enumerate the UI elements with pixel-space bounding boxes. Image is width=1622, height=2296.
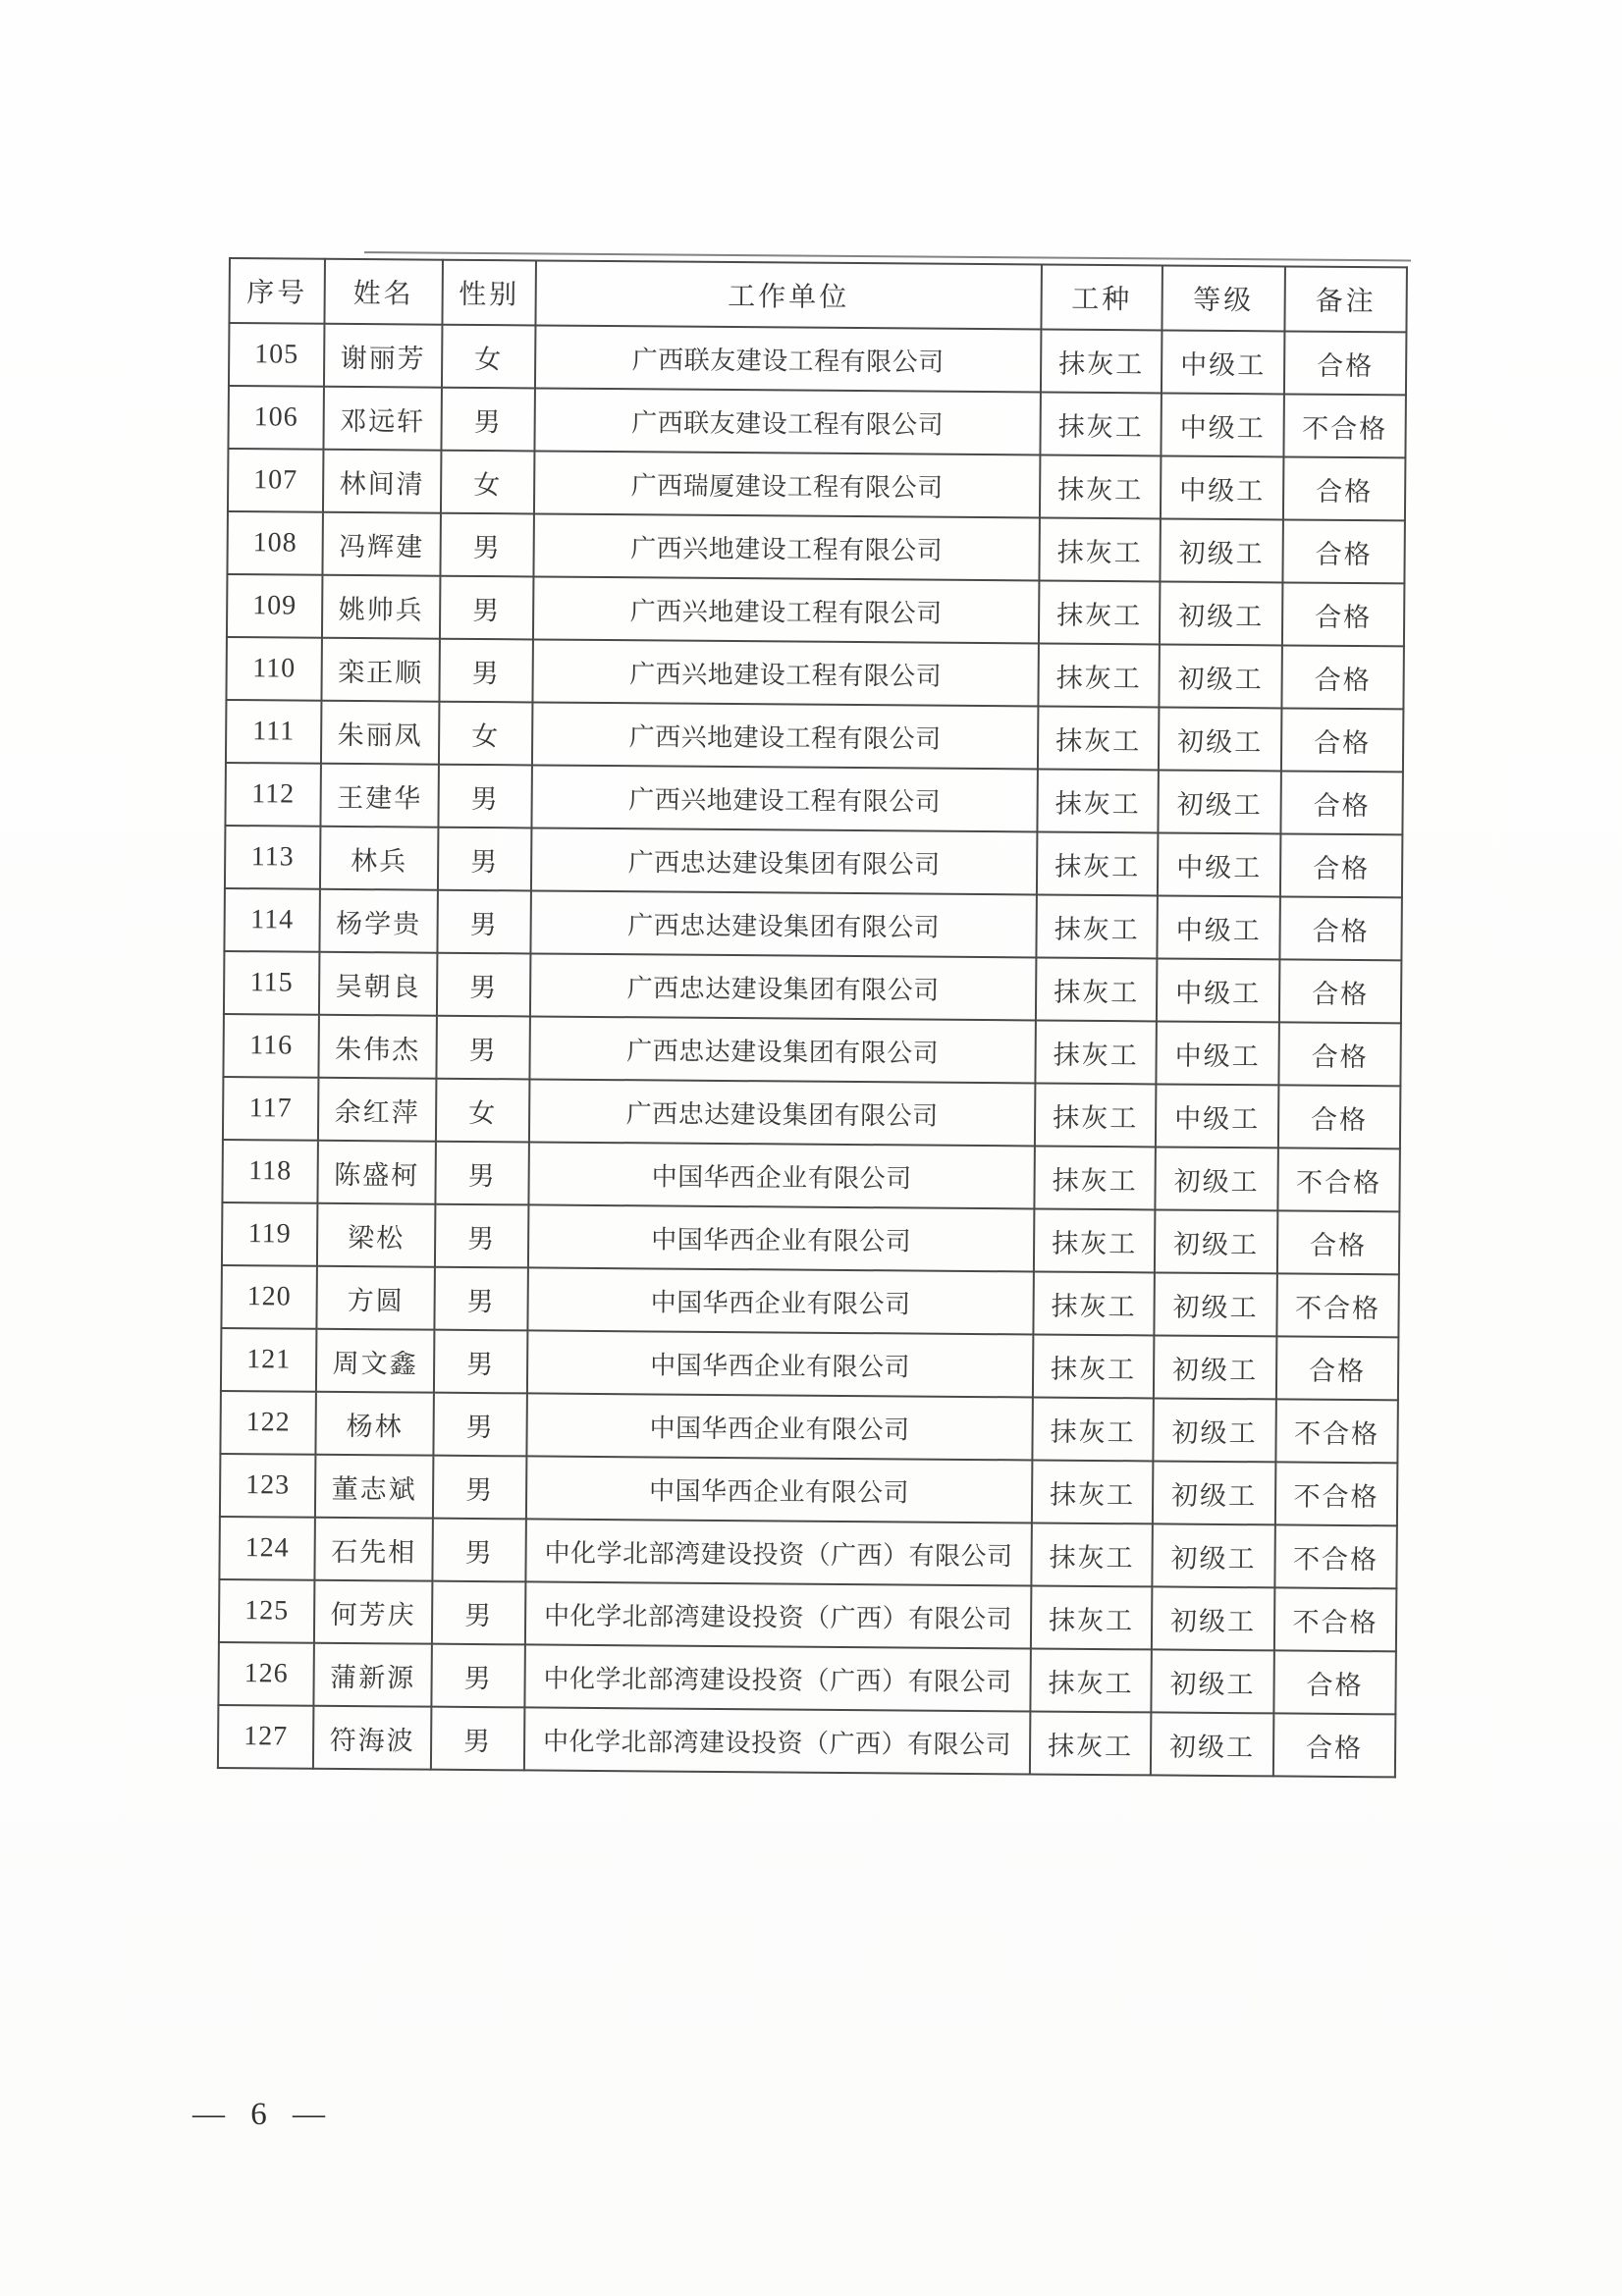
cell-gender: 男 [437, 953, 530, 1017]
table-row [228, 449, 1405, 520]
cell-grade: 中级工 [1156, 1021, 1278, 1085]
cell-trade: 抹灰工 [1039, 517, 1160, 581]
cell-employer: 中国华西企业有限公司 [528, 1142, 1034, 1208]
cell-trade: 抹灰工 [1033, 1334, 1154, 1398]
cell-gender: 男 [441, 388, 534, 452]
cell-result: 合格 [1279, 959, 1401, 1023]
cell-result: 合格 [1282, 519, 1404, 583]
cell-index: 117 [223, 1077, 318, 1141]
cell-name: 王建华 [320, 764, 438, 828]
cell-employer: 广西联友建设工程有限公司 [534, 388, 1040, 454]
table-row [219, 1579, 1396, 1651]
cell-gender: 男 [438, 765, 531, 828]
cell-trade: 抹灰工 [1040, 454, 1161, 518]
cell-result: 合格 [1284, 331, 1406, 395]
cell-trade: 抹灰工 [1035, 1083, 1156, 1147]
cell-grade: 初级工 [1155, 1209, 1277, 1273]
cell-trade: 抹灰工 [1032, 1460, 1153, 1523]
cell-employer: 中国华西企业有限公司 [526, 1393, 1032, 1460]
cell-employer: 广西忠达建设集团有限公司 [529, 1079, 1035, 1146]
cell-name: 周文鑫 [316, 1329, 434, 1393]
cell-index: 107 [228, 449, 323, 512]
cell-grade: 初级工 [1160, 518, 1282, 582]
cell-trade: 抹灰工 [1040, 392, 1161, 455]
cell-index: 127 [218, 1705, 313, 1769]
cell-grade: 初级工 [1153, 1461, 1275, 1524]
cell-grade: 初级工 [1151, 1712, 1273, 1776]
cell-employer: 广西忠达建设集团有限公司 [529, 1016, 1035, 1083]
cell-trade: 抹灰工 [1037, 831, 1158, 895]
cell-index: 115 [224, 951, 319, 1015]
table-row [227, 574, 1404, 646]
cell-gender: 男 [436, 1016, 529, 1080]
table-row [220, 1391, 1397, 1463]
cell-trade: 抹灰工 [1041, 330, 1162, 394]
cell-gender: 女 [436, 1079, 529, 1143]
cell-name: 石先相 [314, 1518, 432, 1581]
table-row [227, 511, 1404, 583]
cell-trade: 抹灰工 [1036, 957, 1157, 1021]
cell-gender: 男 [431, 1707, 524, 1771]
cell-grade: 中级工 [1161, 393, 1283, 456]
cell-name: 余红萍 [318, 1078, 436, 1142]
table-body [218, 323, 1407, 1777]
cell-employer: 广西兴地建设工程有限公司 [533, 513, 1039, 580]
cell-employer: 广西瑞厦建设工程有限公司 [534, 451, 1040, 517]
cell-employer: 广西忠达建设集团有限公司 [530, 953, 1036, 1020]
cell-trade: 抹灰工 [1034, 1146, 1155, 1209]
cell-gender: 男 [432, 1581, 525, 1645]
table-row [221, 1328, 1398, 1400]
results-table-container [217, 257, 1406, 1778]
cell-index: 109 [227, 574, 322, 638]
table-row [219, 1517, 1396, 1588]
cell-name: 方圆 [316, 1266, 434, 1330]
cell-employer: 中国华西企业有限公司 [528, 1204, 1034, 1271]
cell-name: 朱伟杰 [318, 1015, 436, 1079]
column-header-gender: 性别 [442, 260, 536, 326]
cell-grade: 中级工 [1157, 895, 1279, 959]
cell-result: 合格 [1279, 896, 1401, 960]
cell-index: 111 [226, 700, 321, 764]
cell-employer: 中化学北部湾建设投资（广西）有限公司 [524, 1707, 1030, 1774]
cell-grade: 初级工 [1152, 1586, 1274, 1650]
results-table [217, 257, 1408, 1778]
cell-name: 邓远轩 [323, 387, 441, 451]
cell-gender: 男 [431, 1644, 524, 1708]
cell-result: 合格 [1278, 1022, 1400, 1086]
cell-index: 106 [228, 386, 323, 450]
cell-index: 125 [219, 1579, 314, 1643]
table-row [218, 1642, 1395, 1714]
table-row [224, 888, 1401, 960]
column-header-employer: 工作单位 [535, 260, 1042, 329]
cell-trade: 抹灰工 [1037, 769, 1158, 832]
cell-employer: 中国华西企业有限公司 [527, 1330, 1033, 1397]
cell-name: 姚帅兵 [322, 575, 440, 639]
column-header-name: 姓名 [324, 259, 443, 325]
cell-result: 合格 [1277, 1210, 1399, 1274]
table-row [226, 700, 1403, 772]
cell-gender: 男 [433, 1456, 526, 1520]
page-number-label: — 6 — [192, 2097, 329, 2132]
cell-result: 合格 [1280, 833, 1402, 897]
cell-trade: 抹灰工 [1038, 643, 1159, 707]
cell-grade: 中级工 [1158, 832, 1280, 896]
cell-name: 吴朝良 [319, 952, 437, 1016]
cell-index: 114 [224, 888, 319, 952]
cell-grade: 初级工 [1153, 1398, 1275, 1462]
cell-index: 118 [222, 1140, 317, 1203]
table-row [228, 386, 1405, 457]
cell-employer: 广西兴地建设工程有限公司 [532, 639, 1038, 706]
cell-employer: 广西兴地建设工程有限公司 [533, 576, 1039, 643]
table-row [220, 1454, 1397, 1525]
cell-gender: 男 [437, 890, 530, 954]
cell-name: 栾正顺 [321, 638, 439, 702]
cell-trade: 抹灰工 [1034, 1208, 1155, 1272]
cell-result: 合格 [1281, 645, 1403, 709]
cell-gender: 女 [439, 702, 532, 766]
cell-result: 合格 [1273, 1713, 1395, 1777]
cell-index: 123 [220, 1454, 315, 1518]
cell-index: 110 [226, 637, 321, 701]
cell-name: 林兵 [320, 827, 438, 890]
cell-grade: 初级工 [1159, 644, 1281, 708]
cell-index: 124 [219, 1517, 314, 1580]
cell-result: 合格 [1278, 1085, 1400, 1148]
cell-index: 112 [225, 763, 320, 827]
cell-name: 蒲新源 [313, 1643, 431, 1707]
cell-index: 122 [220, 1391, 315, 1455]
cell-grade: 中级工 [1156, 1084, 1278, 1148]
cell-gender: 男 [432, 1519, 525, 1582]
cell-gender: 男 [440, 576, 533, 640]
cell-index: 126 [218, 1642, 313, 1706]
cell-employer: 中化学北部湾建设投资（广西）有限公司 [525, 1581, 1031, 1648]
page-number [192, 2097, 329, 2133]
cell-index: 105 [229, 323, 324, 387]
cell-index: 108 [227, 511, 322, 575]
cell-grade: 初级工 [1154, 1272, 1276, 1336]
cell-gender: 男 [435, 1142, 528, 1205]
cell-trade: 抹灰工 [1031, 1522, 1152, 1586]
table-row [223, 1077, 1400, 1148]
cell-name: 何芳庆 [314, 1580, 432, 1644]
cell-trade: 抹灰工 [1033, 1271, 1154, 1335]
cell-employer: 广西忠达建设集团有限公司 [530, 890, 1036, 957]
column-header-index: 序号 [229, 258, 325, 324]
cell-result: 不合格 [1275, 1399, 1397, 1463]
cell-trade: 抹灰工 [1031, 1585, 1152, 1649]
cell-gender: 男 [440, 513, 533, 577]
cell-trade: 抹灰工 [1039, 580, 1160, 644]
cell-trade: 抹灰工 [1036, 894, 1157, 958]
cell-grade: 初级工 [1154, 1335, 1276, 1399]
cell-result: 不合格 [1277, 1148, 1399, 1211]
cell-grade: 中级工 [1161, 455, 1283, 519]
cell-result: 不合格 [1276, 1273, 1398, 1337]
cell-index: 120 [221, 1265, 316, 1329]
cell-employer: 广西兴地建设工程有限公司 [531, 765, 1037, 831]
table-row [225, 826, 1402, 897]
cell-employer: 中国华西企业有限公司 [527, 1267, 1033, 1334]
cell-result: 合格 [1280, 771, 1402, 834]
cell-name: 陈盛柯 [317, 1141, 435, 1204]
cell-name: 谢丽芳 [324, 324, 442, 388]
cell-grade: 初级工 [1159, 707, 1281, 771]
cell-result: 不合格 [1274, 1524, 1396, 1588]
cell-employer: 广西联友建设工程有限公司 [535, 325, 1041, 392]
cell-result: 合格 [1282, 582, 1404, 646]
cell-name: 朱丽凤 [321, 701, 439, 765]
cell-gender: 女 [442, 325, 535, 389]
cell-employer: 中化学北部湾建设投资（广西）有限公司 [525, 1519, 1031, 1585]
cell-result: 合格 [1273, 1650, 1395, 1714]
cell-employer: 广西兴地建设工程有限公司 [532, 702, 1038, 769]
cell-trade: 抹灰工 [1030, 1648, 1151, 1712]
table-row [221, 1265, 1398, 1337]
table-row [223, 1014, 1400, 1086]
cell-gender: 男 [433, 1393, 526, 1457]
cell-trade: 抹灰工 [1030, 1711, 1151, 1775]
cell-name: 冯辉建 [322, 512, 440, 576]
cell-result: 合格 [1276, 1336, 1398, 1400]
column-header-grade: 等级 [1162, 265, 1285, 331]
cell-gender: 男 [435, 1204, 528, 1268]
cell-result: 合格 [1283, 456, 1405, 520]
cell-gender: 男 [434, 1267, 527, 1331]
cell-grade: 初级工 [1152, 1523, 1274, 1587]
cell-grade: 初级工 [1155, 1147, 1277, 1210]
cell-name: 杨林 [315, 1392, 433, 1456]
cell-name: 林间清 [323, 450, 441, 513]
cell-gender: 女 [441, 451, 534, 514]
cell-result: 合格 [1281, 708, 1403, 772]
cell-name: 符海波 [313, 1706, 431, 1770]
cell-result: 不合格 [1274, 1587, 1396, 1651]
table-row [225, 763, 1402, 834]
table-row [226, 637, 1403, 709]
cell-name: 杨学贵 [319, 889, 437, 953]
table-row [222, 1140, 1399, 1211]
cell-employer: 广西忠达建设集团有限公司 [531, 828, 1037, 894]
cell-result: 不合格 [1275, 1462, 1397, 1525]
cell-gender: 男 [434, 1330, 527, 1394]
table-row [222, 1202, 1399, 1274]
cell-grade: 中级工 [1162, 330, 1284, 394]
cell-index: 119 [222, 1202, 317, 1266]
cell-trade: 抹灰工 [1032, 1397, 1153, 1461]
table-row [218, 1705, 1395, 1777]
cell-grade: 初级工 [1158, 770, 1280, 833]
cell-index: 116 [223, 1014, 318, 1078]
cell-grade: 中级工 [1157, 958, 1279, 1022]
cell-gender: 男 [439, 639, 532, 703]
table-row [224, 951, 1401, 1023]
cell-name: 梁松 [317, 1203, 435, 1267]
column-header-result: 备注 [1284, 266, 1407, 332]
cell-index: 121 [221, 1328, 316, 1392]
cell-employer: 中化学北部湾建设投资（广西）有限公司 [524, 1644, 1030, 1711]
column-header-trade: 工种 [1041, 265, 1162, 331]
cell-grade: 初级工 [1160, 581, 1282, 645]
cell-employer: 中国华西企业有限公司 [526, 1456, 1032, 1522]
cell-trade: 抹灰工 [1035, 1020, 1156, 1084]
table-row [229, 323, 1406, 395]
cell-index: 113 [225, 826, 320, 889]
cell-trade: 抹灰工 [1038, 706, 1159, 770]
header-row [229, 258, 1406, 332]
cell-result: 不合格 [1283, 394, 1405, 457]
cell-name: 董志斌 [315, 1455, 433, 1519]
cell-gender: 男 [438, 828, 531, 891]
cell-grade: 初级工 [1151, 1649, 1273, 1713]
